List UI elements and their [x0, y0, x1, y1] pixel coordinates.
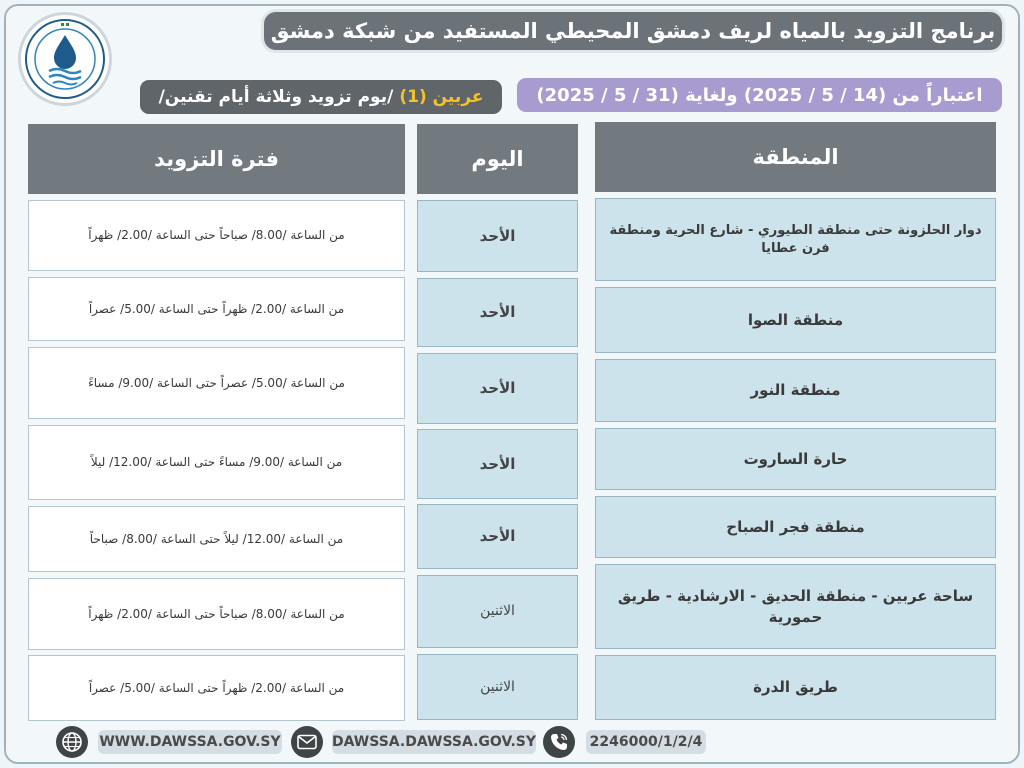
row-2-day: الأحد — [417, 278, 578, 347]
row-6-day: الاثنين — [417, 575, 578, 648]
phone-icon — [543, 726, 575, 758]
area-name: عربين (1) — [399, 87, 484, 107]
row-2-period: من الساعة /2.00/ ظهراً حتى الساعة /5.00/ عصراً — [28, 277, 405, 341]
row-2-area: منطقة الصوا — [595, 287, 996, 353]
organization-logo — [18, 12, 112, 106]
column-header-period: فترة التزويد — [28, 124, 405, 194]
row-3-area: منطقة النور — [595, 359, 996, 422]
row-4-period: من الساعة /9.00/ مساءً حتى الساعة /12.00/ ليلاً — [28, 425, 405, 500]
row-4-day: الأحد — [417, 429, 578, 499]
row-3-period: من الساعة /5.00/ عصراً حتى الساعة /9.00/ مساءً — [28, 347, 405, 419]
row-7-day: الاثنين — [417, 654, 578, 720]
column-header-area: المنطقة — [595, 122, 996, 192]
email-link[interactable]: DAWSSA.DAWSSA.GOV.SY — [332, 730, 536, 754]
mail-icon — [291, 726, 323, 758]
row-7-period: من الساعة /2.00/ ظهراً حتى الساعة /5.00/ عصراً — [28, 655, 405, 721]
row-5-area: منطقة فجر الصباح — [595, 496, 996, 558]
row-7-area: طريق الدرة — [595, 655, 996, 720]
column-header-day: اليوم — [417, 124, 578, 194]
row-1-period: من الساعة /8.00/ صباحاً حتى الساعة /2.00/ ظهراً — [28, 200, 405, 271]
website-link[interactable]: WWW.DAWSSA.GOV.SY — [98, 730, 282, 754]
row-6-period: من الساعة /8.00/ صباحاً حتى الساعة /2.00/ ظهراً — [28, 578, 405, 650]
schedule-note: /يوم تزويد وثلاثة أيام تقنين/ — [158, 87, 394, 107]
row-5-period: من الساعة /12.00/ ليلاً حتى الساعة /8.00/ صباحاً — [28, 506, 405, 572]
row-5-day: الأحد — [417, 504, 578, 569]
area-banner — [140, 80, 502, 114]
row-1-area: دوار الحلزونة حتى منطقة الطيوري - شارع الحرية ومنطقة فرن عطايا — [595, 198, 996, 281]
row-6-area: ساحة عربين - منطقة الحديق - الارشادية - طريق حمورية — [595, 564, 996, 649]
row-3-day: الأحد — [417, 353, 578, 424]
globe-icon — [56, 726, 88, 758]
date-range-banner: اعتباراً من (14 / 5 / 2025) ولغاية (31 / 5 / 2025) — [517, 78, 1002, 112]
water-drop-logo-icon — [23, 17, 107, 101]
row-1-day: الأحد — [417, 200, 578, 272]
page-title: برنامج التزويد بالمياه لريف دمشق المحيطي المستفيد من شبكة دمشق — [264, 12, 1002, 50]
phone-number: 2246000/1/2/4 — [586, 730, 706, 754]
row-4-area: حارة الساروت — [595, 428, 996, 490]
